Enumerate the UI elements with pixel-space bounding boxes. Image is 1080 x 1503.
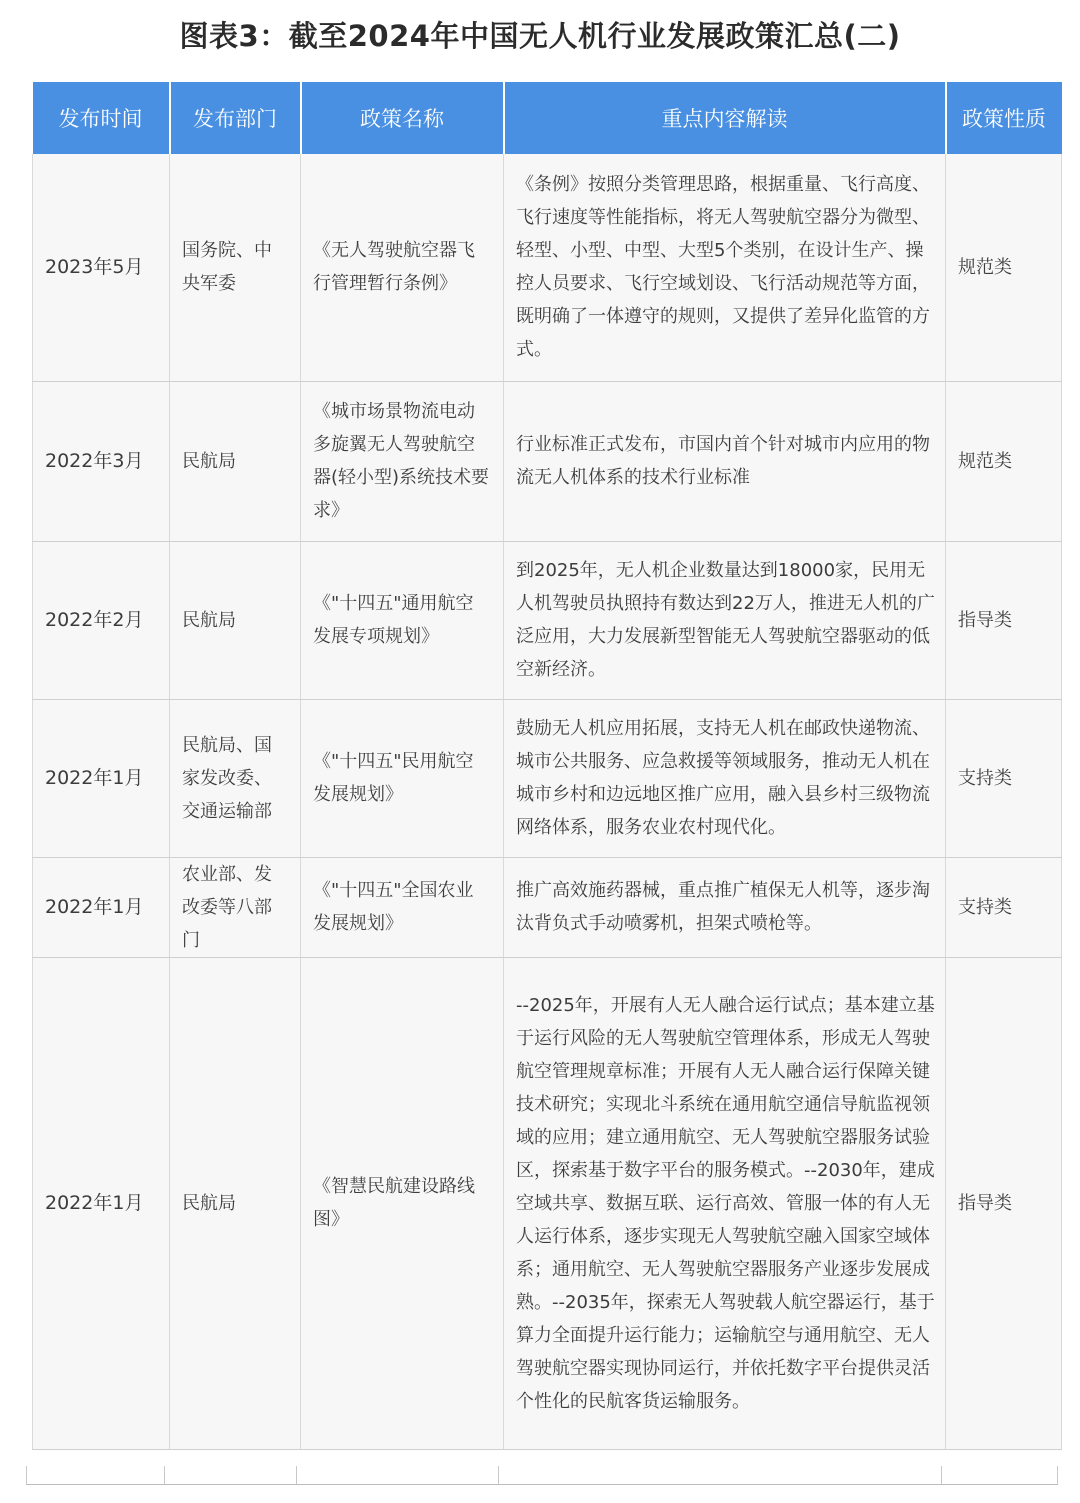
cell-content: 行业标准正式发布，市国内首个针对城市内应用的物流无人机体系的技术行业标准 bbox=[504, 381, 946, 541]
policy-table bbox=[32, 82, 1062, 1450]
divider bbox=[164, 1466, 165, 1484]
cell-policy-name: 《"十四五"民用航空发展规划》 bbox=[301, 699, 504, 857]
table-header-row bbox=[33, 82, 1062, 154]
cell-date: 2022年3月 bbox=[33, 381, 170, 541]
cell-content: 推广高效施药器械，重点推广植保无人机等，逐步淘汰背负式手动喷雾机，担架式喷枪等。 bbox=[504, 857, 946, 957]
cell-date: 2022年1月 bbox=[33, 699, 170, 857]
table-row bbox=[33, 957, 1062, 1449]
divider bbox=[1057, 1466, 1058, 1484]
cell-policy-name: 《智慧民航建设路线图》 bbox=[301, 957, 504, 1449]
divider bbox=[26, 1484, 1058, 1485]
cell-policy-name: 《无人驾驶航空器飞行管理暂行条例》 bbox=[301, 154, 504, 381]
cell-department: 国务院、中央军委 bbox=[170, 154, 301, 381]
column-header-policy-name: 政策名称 bbox=[301, 82, 504, 154]
column-header-date: 发布时间 bbox=[33, 82, 170, 154]
page-title: 图表3：截至2024年中国无人机行业发展政策汇总(二) bbox=[179, 19, 901, 53]
cell-policy-type: 指导类 bbox=[946, 957, 1062, 1449]
cell-policy-type: 规范类 bbox=[946, 381, 1062, 541]
table-row bbox=[33, 541, 1062, 699]
divider bbox=[296, 1466, 297, 1484]
cell-policy-name: 《"十四五"通用航空发展专项规划》 bbox=[301, 541, 504, 699]
cell-policy-type: 支持类 bbox=[946, 857, 1062, 957]
cell-department: 民航局 bbox=[170, 381, 301, 541]
table-row bbox=[33, 154, 1062, 381]
cell-content: 到2025年，无人机企业数量达到18000家，民用无人机驾驶员执照持有数达到22万人，推进无人机的广泛应用，大力发展新型智能无人驾驶航空器驱动的低空新经济。 bbox=[504, 541, 946, 699]
cell-date: 2023年5月 bbox=[33, 154, 170, 381]
table-row bbox=[33, 381, 1062, 541]
cell-policy-type: 规范类 bbox=[946, 154, 1062, 381]
table-row bbox=[33, 857, 1062, 957]
cell-content: 《条例》按照分类管理思路，根据重量、飞行高度、飞行速度等性能指标，将无人驾驶航空器分为微型、轻型、小型、中型、大型5个类别，在设计生产、操控人员要求、飞行空域划设、飞行活动规范等方面，既明确了一体遵守的规则，又提供了差异化监管的方式。 bbox=[504, 154, 946, 381]
table-row bbox=[33, 699, 1062, 857]
cell-department: 民航局 bbox=[170, 541, 301, 699]
cell-policy-type: 指导类 bbox=[946, 541, 1062, 699]
cell-policy-name: 《城市场景物流电动多旋翼无人驾驶航空器(轻小型)系统技术要求》 bbox=[301, 381, 504, 541]
cell-policy-name: 《"十四五"全国农业发展规划》 bbox=[301, 857, 504, 957]
column-header-content: 重点内容解读 bbox=[504, 82, 946, 154]
divider bbox=[26, 1466, 27, 1484]
divider bbox=[941, 1466, 942, 1484]
divider bbox=[498, 1466, 499, 1484]
column-header-policy-type: 政策性质 bbox=[946, 82, 1062, 154]
table-bottom-border bbox=[26, 1466, 1058, 1486]
cell-policy-type: 支持类 bbox=[946, 699, 1062, 857]
cell-department: 农业部、发改委等八部门 bbox=[170, 857, 301, 957]
cell-department: 民航局、国家发改委、交通运输部 bbox=[170, 699, 301, 857]
column-header-department: 发布部门 bbox=[170, 82, 301, 154]
cell-date: 2022年2月 bbox=[33, 541, 170, 699]
cell-content: --2025年，开展有人无人融合运行试点；基本建立基于运行风险的无人驾驶航空管理体系，形成无人驾驶航空管理规章标准；开展有人无人融合运行保障关键技术研究；实现北斗系统在通用航空通信导航监视领域的应用；建立通用航空、无人驾驶航空器服务试验区，探索基于数字平台的服务模式。--2030年，建成空域共享、数据互联、运行高效、管服一体的有人无人运行体系，逐步实现无人驾驶航空融入国家空域体系；通用航空、无人驾驶航空器服务产业逐步发展成熟。--2035年，探索无人驾驶载人航空器运行，基于算力全面提升运行能力；运输航空与通用航空、无人驾驶航空器实现协同运行，并依托数字平台提供灵活个性化的民航客货运输服务。 bbox=[504, 957, 946, 1449]
cell-date: 2022年1月 bbox=[33, 957, 170, 1449]
cell-date: 2022年1月 bbox=[33, 857, 170, 957]
cell-content: 鼓励无人机应用拓展，支持无人机在邮政快递物流、城市公共服务、应急救援等领域服务，推动无人机在城市乡村和边远地区推广应用，融入县乡村三级物流网络体系，服务农业农村现代化。 bbox=[504, 699, 946, 857]
cell-department: 民航局 bbox=[170, 957, 301, 1449]
